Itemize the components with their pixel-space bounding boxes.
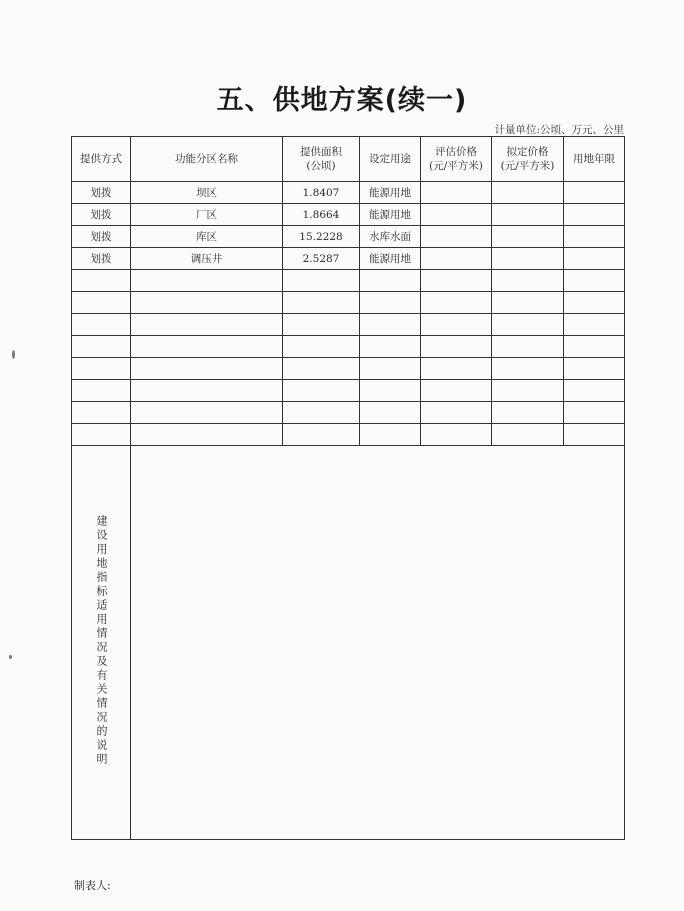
empty-cell	[72, 314, 131, 336]
empty-cell	[360, 292, 421, 314]
empty-table-row	[72, 424, 625, 446]
empty-cell	[564, 380, 625, 402]
table-row	[72, 182, 625, 204]
table-row	[72, 204, 625, 226]
header-row	[72, 137, 625, 182]
cell-area: 2.5287	[283, 248, 360, 270]
cell-eval-price	[421, 204, 492, 226]
scan-mark	[12, 350, 15, 359]
empty-table-row	[72, 380, 625, 402]
empty-table-row	[72, 270, 625, 292]
empty-cell	[360, 270, 421, 292]
empty-table-row	[72, 402, 625, 424]
notes-label-cell	[72, 446, 131, 840]
unit-note: 计量单位:公顷、万元、公里	[494, 124, 624, 136]
empty-cell	[131, 270, 283, 292]
empty-cell	[421, 314, 492, 336]
scan-mark	[9, 655, 12, 659]
notes-row	[72, 446, 625, 840]
empty-cell	[72, 292, 131, 314]
empty-table-row	[72, 314, 625, 336]
empty-cell	[564, 402, 625, 424]
empty-cell	[360, 424, 421, 446]
table-row	[72, 248, 625, 270]
cell-method: 划拨	[72, 248, 131, 270]
cell-eval-price	[421, 182, 492, 204]
cell-area: 15.2228	[283, 226, 360, 248]
empty-cell	[421, 292, 492, 314]
empty-cell	[72, 270, 131, 292]
land-supply-table	[71, 136, 625, 840]
header-cell-method: 提供方式	[72, 137, 131, 182]
empty-cell	[564, 314, 625, 336]
cell-eval-price	[421, 226, 492, 248]
empty-cell	[131, 380, 283, 402]
cell-method: 划拨	[72, 226, 131, 248]
empty-cell	[492, 314, 564, 336]
empty-cell	[492, 336, 564, 358]
empty-table-row	[72, 336, 625, 358]
empty-cell	[421, 358, 492, 380]
cell-zone: 调压井	[131, 248, 283, 270]
cell-term	[564, 182, 625, 204]
empty-cell	[421, 402, 492, 424]
empty-cell	[564, 292, 625, 314]
cell-eval-price	[421, 248, 492, 270]
empty-cell	[283, 314, 360, 336]
header-cell-proposed-price: 拟定价格 (元/平方米)	[492, 137, 564, 182]
empty-cell	[492, 380, 564, 402]
cell-method: 划拨	[72, 182, 131, 204]
cell-proposed-price	[492, 182, 564, 204]
cell-zone: 厂区	[131, 204, 283, 226]
cell-proposed-price	[492, 248, 564, 270]
empty-cell	[421, 424, 492, 446]
empty-cell	[72, 380, 131, 402]
empty-cell	[131, 402, 283, 424]
preparer-label: 制表人:	[74, 879, 111, 892]
empty-cell	[421, 380, 492, 402]
empty-cell	[131, 314, 283, 336]
cell-use: 水库水面	[360, 226, 421, 248]
empty-cell	[131, 336, 283, 358]
empty-cell	[421, 336, 492, 358]
empty-cell	[360, 336, 421, 358]
header-cell-term: 用地年限	[564, 137, 625, 182]
empty-cell	[492, 292, 564, 314]
page-title: 五、供地方案(续一)	[216, 85, 468, 116]
empty-cell	[283, 292, 360, 314]
empty-cell	[421, 270, 492, 292]
empty-table-row	[72, 292, 625, 314]
table-row	[72, 226, 625, 248]
empty-cell	[492, 402, 564, 424]
empty-cell	[564, 270, 625, 292]
empty-table-row	[72, 358, 625, 380]
empty-cell	[360, 358, 421, 380]
empty-cell	[360, 380, 421, 402]
cell-area: 1.8664	[283, 204, 360, 226]
empty-cell	[283, 424, 360, 446]
cell-proposed-price	[492, 204, 564, 226]
empty-cell	[72, 336, 131, 358]
cell-use: 能源用地	[360, 248, 421, 270]
empty-cell	[564, 336, 625, 358]
empty-cell	[72, 424, 131, 446]
cell-term	[564, 248, 625, 270]
cell-zone: 库区	[131, 226, 283, 248]
empty-cell	[492, 270, 564, 292]
empty-cell	[283, 380, 360, 402]
header-cell-area: 提供面积 (公顷)	[283, 137, 360, 182]
empty-cell	[131, 358, 283, 380]
cell-proposed-price	[492, 226, 564, 248]
header-cell-use: 设定用途	[360, 137, 421, 182]
cell-method: 划拨	[72, 204, 131, 226]
empty-cell	[564, 358, 625, 380]
empty-cell	[283, 270, 360, 292]
empty-cell	[283, 402, 360, 424]
empty-cell	[131, 424, 283, 446]
cell-area: 1.8407	[283, 182, 360, 204]
empty-cell	[492, 424, 564, 446]
empty-cell	[360, 402, 421, 424]
notes-content	[131, 446, 625, 840]
empty-cell	[283, 358, 360, 380]
notes-label: 建设用地指标适用情况及有关情况的说明	[95, 515, 108, 767]
cell-use: 能源用地	[360, 182, 421, 204]
empty-cell	[492, 358, 564, 380]
header-cell-zone: 功能分区名称	[131, 137, 283, 182]
empty-cell	[131, 292, 283, 314]
empty-cell	[360, 314, 421, 336]
cell-term	[564, 204, 625, 226]
cell-zone: 坝区	[131, 182, 283, 204]
cell-term	[564, 226, 625, 248]
empty-cell	[72, 358, 131, 380]
empty-cell	[564, 424, 625, 446]
empty-cell	[283, 336, 360, 358]
empty-cell	[72, 402, 131, 424]
cell-use: 能源用地	[360, 204, 421, 226]
header-cell-eval-price: 评估价格 (元/平方米)	[421, 137, 492, 182]
